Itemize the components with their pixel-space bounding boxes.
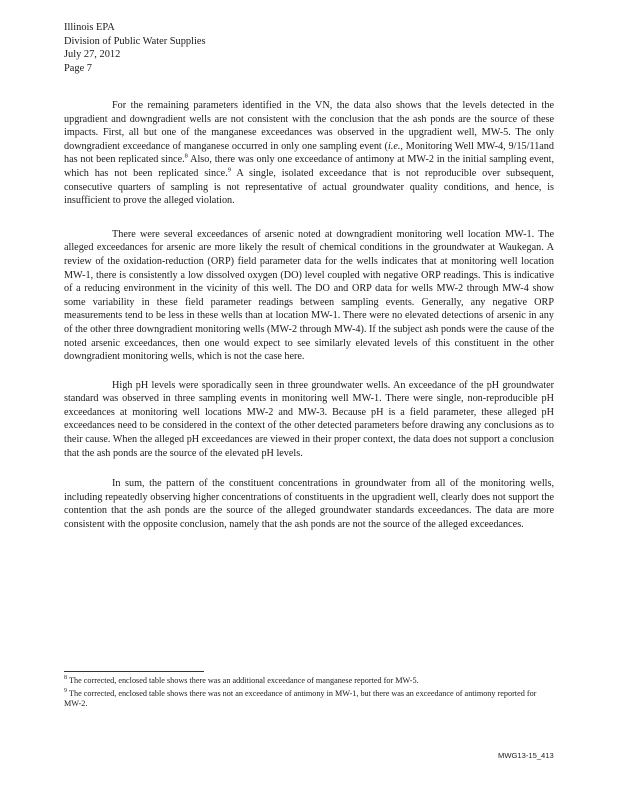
p1-text-b: , Monitoring Well MW-4, 9/15/11and has not been replicated since.	[64, 140, 554, 166]
header-agency: Illinois EPA	[64, 22, 115, 33]
bates-number: MWG13-15_413	[498, 751, 554, 760]
header-page-number: Page 7	[64, 62, 92, 74]
letter-header	[64, 21, 206, 75]
paragraph-in-sum: In sum, the pattern of the constituent concentrations in groundwater from all of the monitoring wells, including repeatedly observing higher concentrations of constituents in the upgradient well, clearly does not support the contention that the ash ponds are the source of the alleged groundwater standards exceedances. The data are more consistent with the opposite conclusion, namely that the ash ponds are not the source of the alleged exceedances.	[64, 478, 554, 531]
paragraph-remaining-parameters	[64, 99, 554, 208]
header-division: Division of Public Water Supplies	[64, 35, 206, 47]
header-date: July 27, 2012	[64, 49, 121, 61]
p1-text-d: A single, isolated exceedance that is not reproducible over subsequent, consecutive quarters of sampling is not representative of actual groundwater quality conditions, and hence, is insufficient to prove the alleged violation.	[64, 167, 554, 207]
paragraph-arsenic: There were several exceedances of arsenic noted at downgradient monitoring well location MW-1. The alleged exceedances for arsenic are more likely the result of chemical conditions in the groundwater at Waukegan. A review of the oxidation-reduction (ORP) field parameter data for the wells indicates that at monitoring well location MW-1, there is consistently a low dissolved oxygen (DO) level coupled with negative ORP readings. This is indicative of a reducing environment in the vicinity of this well. The DO and ORP data for wells MW-2 through MW-4 show some variability in these field parameter readings between sampling events. Generally, any negative ORP measurements tend to be less in these wells than at location MW-1. There were no elevated detections of arsenic in any of the other three downgradient monitoring wells (MW-2 through MW-4). If the subject ash ponds were the cause of the noted arsenic exceedances, then one would expect to see similarly elevated levels of this constituent in the other downgradient monitoring wells, which is not the case here.	[64, 228, 554, 363]
footnote-9-text: The corrected, enclosed table shows there was not an exceedance of antimony in MW-1, but there was an exceedance of antimony reported for MW-2.	[64, 688, 537, 709]
footnotes	[64, 676, 554, 712]
footnote-divider	[64, 671, 204, 672]
footnote-8-mark: 8	[64, 675, 67, 682]
footnote-9-mark: 9	[64, 687, 67, 694]
footnote-ref-8: 8	[184, 152, 188, 160]
footnote-9	[64, 689, 554, 710]
p1-text-c: Also, there was only one exceedance of antimony at MW-2 in the initial sampling event, which has not been replicated since.	[64, 154, 554, 179]
footnote-8-text: The corrected, enclosed table shows there was an additional exceedance of manganese reported for MW-5.	[69, 676, 419, 685]
p1-ie: i.e.	[387, 140, 401, 152]
footnote-ref-9: 9	[227, 166, 231, 174]
letter-body	[64, 99, 554, 532]
p1-text-a: For the remaining parameters identified in the VN, the data also shows that the levels detected in the upgradient and downgradient wells are not consistent with the conclusion that the ash ponds are the source of these impacts. First, all but one of the manganese exceedances was observed in the upgradient well, MW-5. The only downgradient exceedance of manganese occurred in only one sampling event (	[64, 100, 554, 152]
footnote-8	[64, 676, 554, 687]
paragraph-ph-levels: High pH levels were sporadically seen in three groundwater wells. An exceedance of the pH groundwater standard was observed in three sampling events in monitoring well MW-1. There were single, non-reproducible pH exceedances at monitoring well locations MW-2 and MW-3. Because pH is a field parameter, these alleged pH exceedances need to be considered in the context of the other detected parameters before drawing any conclusions as to their cause. When the alleged pH exceedances are viewed in their proper context, the data does not support a conclusion that the ash ponds are the source of the elevated pH levels.	[64, 379, 554, 459]
